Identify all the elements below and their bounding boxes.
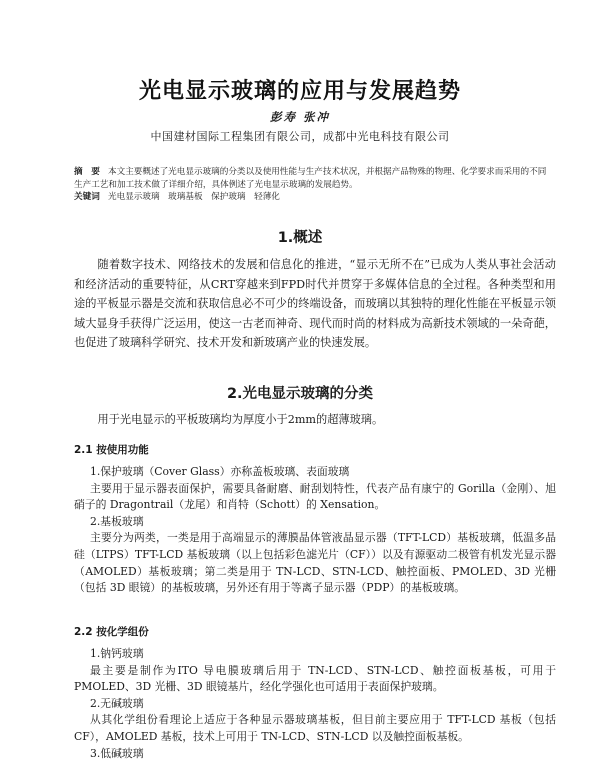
authors: 彭寿 张冲 — [269, 110, 330, 124]
function-list — [74, 464, 556, 597]
list-item-body: 主要用于显示器表面保护，需要具备耐磨、耐刮划特性，代表产品有康宁的 Gorilla（金刚）、旭硝子的 Dragontrail（龙尾）和肖特（Schott）的 Xensation。 — [74, 481, 556, 512]
keywords-line — [74, 191, 552, 204]
list-item-title: 2.基板玻璃 — [90, 514, 144, 528]
chemistry-list — [74, 646, 556, 762]
list-item-title: 1.钠钙玻璃 — [90, 647, 144, 660]
list-item-title: 2.无碱玻璃 — [90, 696, 144, 710]
subsection-heading-chemistry: 2.2 按化学组份 — [74, 626, 149, 638]
list-item-body: 最主要是制作为ITO 导电膜玻璃后用于 TN-LCD、STN-LCD、触控面板基板，可用于PMOLED、3D 光栅、3D 眼镜基片，经化学强化也可适用于表面保护玻璃。 — [74, 663, 556, 694]
section-heading-classification: 2.光电显示玻璃的分类 — [226, 386, 374, 402]
abstract-text: 本文主要概述了光电显示玻璃的分类以及使用性能与生产技术状况，并根据产品物殊的物理、化学要求而采用的不同生产工艺和加工技术做了详细介绍，具体例述了光电显示玻璃的发展趋势。 — [74, 167, 547, 190]
abstract-label: 摘 要 — [74, 167, 100, 177]
keywords-label: 关键词 — [74, 192, 100, 203]
list-item-title: 1.保护玻璃（Cover Glass）亦称盖板玻璃、表面玻璃 — [90, 465, 350, 478]
paper-title: 光电显示玻璃的应用与发展趋势 — [138, 79, 461, 104]
subsection-heading-function: 2.1 按使用功能 — [74, 444, 149, 456]
abstract-paragraph — [74, 166, 552, 191]
list-item-title: 3.低碱玻璃 — [90, 746, 144, 760]
list-item-body: 主要分为两类，一类是用于高端显示的薄膜晶体管液晶显示器（TFT-LCD）基板玻璃，低温多晶硅（LTPS）TFT-LCD 基板玻璃（以上包括彩色滤光片（CF））以及有源驱动二极管有机发光显示器（AMOLED）基板玻璃；第二类是用于 TN-LCD、STN-LCD、触控面板、PMOLED、3D 光栅（包括 3D 眼镜）的基板玻璃，另外还有用于等离子显示器（PDP）的基板玻璃。 — [74, 531, 556, 595]
overview-paragraph: 随着数字技术、网络技术的发展和信息化的推进，“显示无所不在”已成为人类从事社会活动和经济活动的重要特征，从CRT穿越来到FPD时代并贯穿于多媒体信息的全过程。各种类型和用途的平板显示器是交流和获取信息必不可少的终端设备，而玻璃以其独特的理化性能在平板显示领域大显身手获得广泛运用，使这一古老而神奇、现代而时尚的材料成为高新技术领域的一朵奇葩，也促进了玻璃科学研究、技术开发和新玻璃产业的快速发展。 — [74, 258, 556, 350]
affiliation: 中国建材国际工程集团有限公司，成都中光电科技有限公司 — [150, 130, 450, 143]
abstract-block — [74, 166, 552, 204]
section-heading-overview: 1.概述 — [277, 230, 323, 246]
classification-intro: 用于光电显示的平板玻璃均为厚度小于2mm的超薄玻璃。 — [97, 413, 384, 426]
keywords-text: 光电显示玻璃 玻璃基板 保护玻璃 轻薄化 — [108, 192, 280, 203]
list-item-body: 从其化学组份看理论上适应于各种显示器玻璃基板，但目前主要应用于 TFT-LCD 基板（包括 CF），AMOLED 基板，技术上可用于 TN-LCD、STN-LCD 以及触控面板基板。 — [74, 713, 556, 743]
